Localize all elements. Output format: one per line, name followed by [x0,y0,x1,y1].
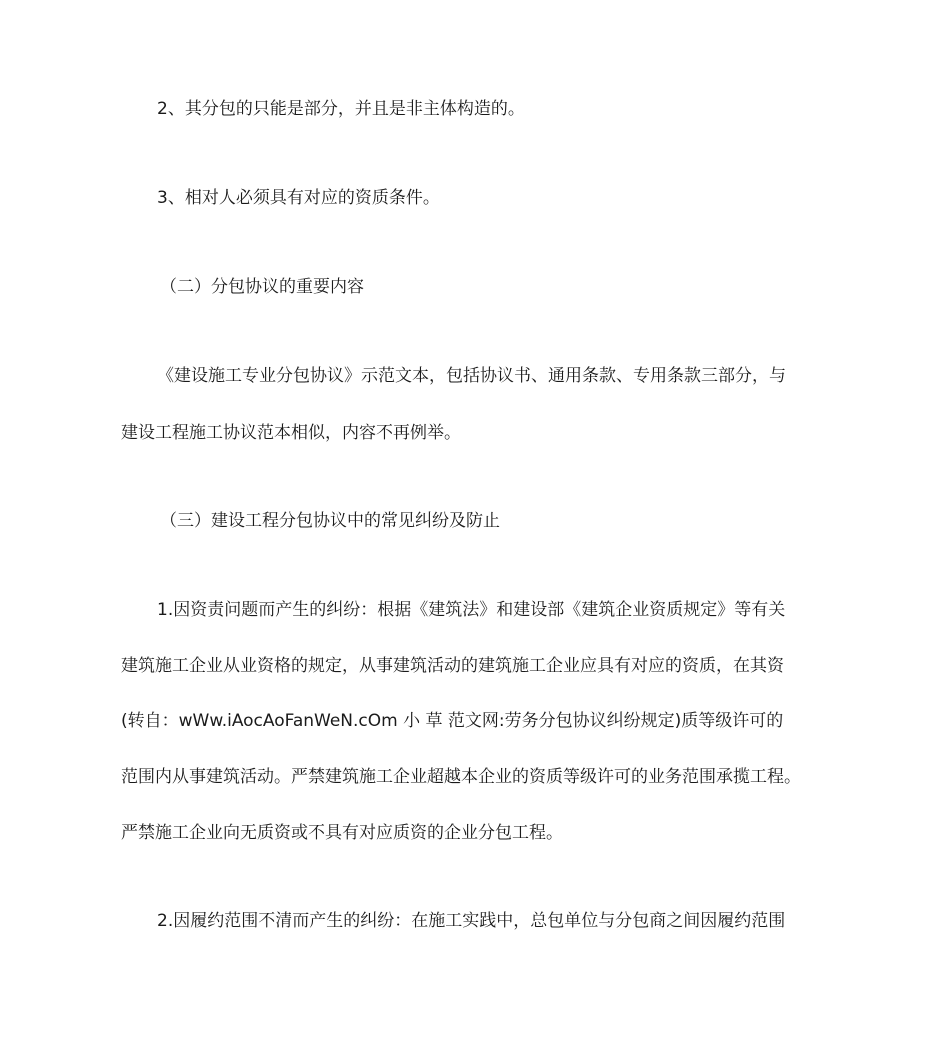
paragraph-line: 范围内从事建筑活动。严禁建筑施工企业超越本企业的资质等级许可的业务范围承揽工程。 [121,767,801,787]
paragraph-line: 《建设施工专业分包协议》示范文本，包括协议书、通用条款、专用条款三部分，与 [157,366,786,386]
paragraph-line: (转自：wWw.iAocAoFanWeN.cOm 小 草 范文网:劳务分包协议纠纷规定)质等级许可的 [121,711,784,731]
paragraph-line: 严禁施工企业向无质资或不具有对应质资的企业分包工程。 [121,823,563,843]
section-heading-2: （二）分包协议的重要内容 [160,277,364,297]
paragraph-line: 建设工程施工协议范本相似，内容不再例举。 [121,423,461,443]
paragraph-line: 2.因履约范围不清而产生的纠纷：在施工实践中，总包单位与分包商之间因履约范围 [157,911,786,931]
paragraph-line: 1.因资责问题而产生的纠纷：根据《建筑法》和建设部《建筑企业资质规定》等有关 [157,600,786,620]
list-item-2: 2、其分包的只能是部分，并且是非主体构造的。 [157,99,525,119]
section-heading-3: （三）建设工程分包协议中的常见纠纷及防止 [160,511,500,531]
list-item-3: 3、相对人必须具有对应的资质条件。 [157,188,440,208]
paragraph-line: 建筑施工企业从业资格的规定，从事建筑活动的建筑施工企业应具有对应的资质，在其资 [121,656,784,676]
